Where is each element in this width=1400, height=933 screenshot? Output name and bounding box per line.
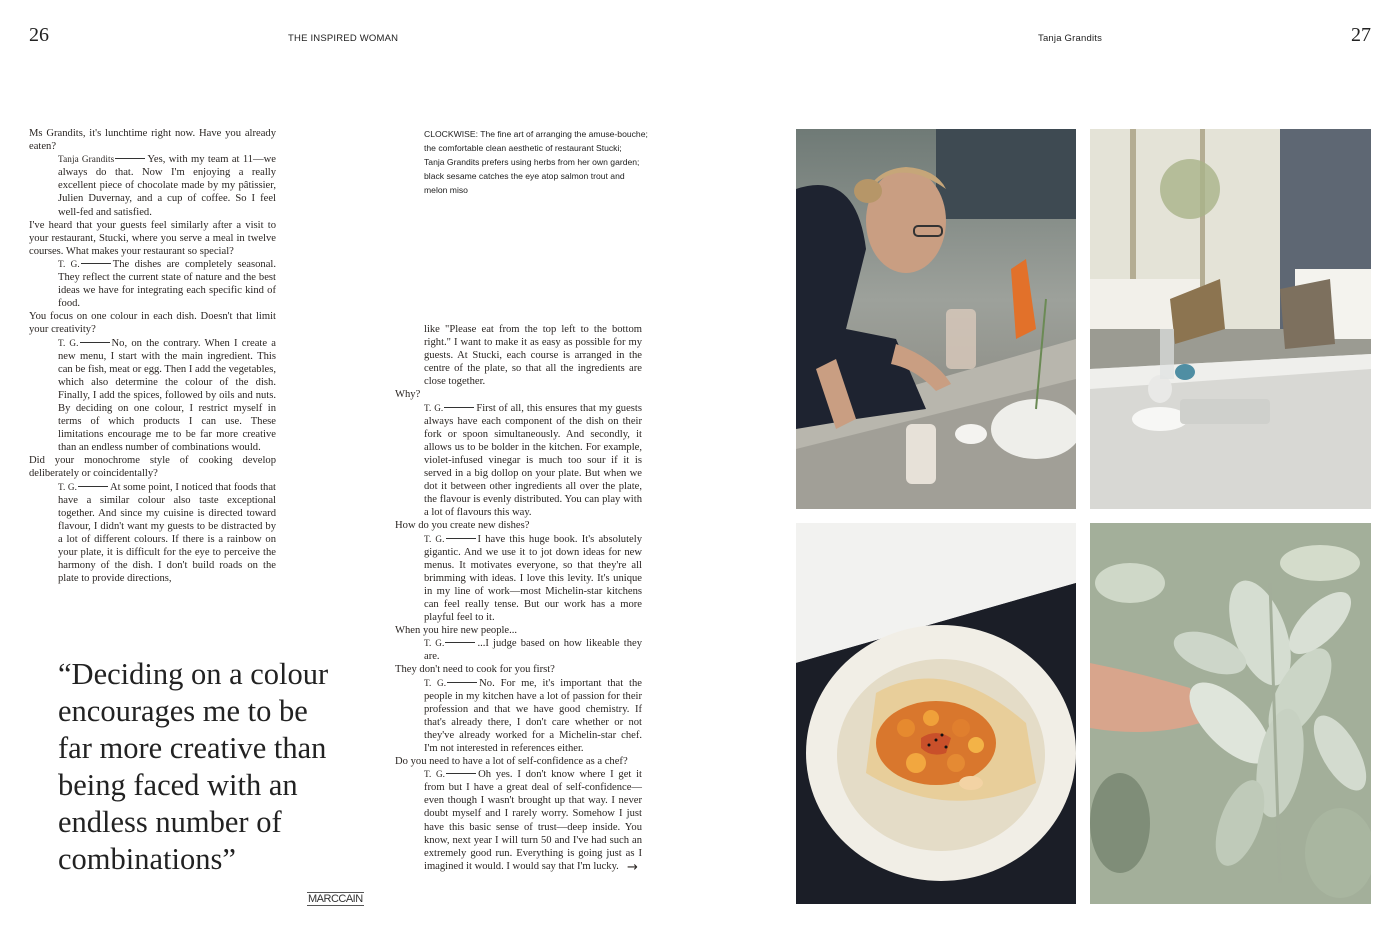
- caption-line: Tanja Grandits prefers using herbs from her own garden;: [424, 157, 640, 167]
- pull-quote-line: “Deciding on a colour: [58, 657, 329, 691]
- interview-column-1: [29, 127, 276, 585]
- pull-quote: [58, 656, 378, 878]
- answer-text: The dishes are completely seasonal. They reflect the current state of nature and the best ideas we have for integrating each specific kind of food.: [58, 258, 276, 310]
- caption-line: CLOCKWISE: The fine art of arranging the amuse-bouche;: [424, 129, 648, 139]
- answer-paragraph: [58, 481, 276, 586]
- speaker-label: T. G.: [58, 481, 77, 492]
- speaker-label: T. G.: [424, 638, 445, 649]
- running-head-left: THE INSPIRED WOMAN: [288, 33, 399, 44]
- answer-paragraph: [424, 533, 642, 625]
- answer-text: First of all, this ensures that my guests always have each component of the dish on their fork or spoon simultaneously. And secondly, it allows us to be bolder in the kitchen. For example, violet-infused vinegar is much too sour if it is served in a big dollop on your plate. But when we dot it between other ingredients all over the plate, the flavour is evenly distributed. You can play with a lot of flavours this way.: [424, 402, 642, 519]
- interview-column-2: [395, 323, 642, 873]
- pull-quote-line: encourages me to be: [58, 694, 308, 728]
- speaker-rule: [80, 342, 110, 343]
- page-number-right: 27: [1351, 24, 1371, 46]
- pull-quote-line: far more creative than: [58, 731, 327, 765]
- running-head-right: Tanja Grandits: [1038, 33, 1103, 44]
- question-paragraph: You focus on one colour in each dish. Doesn't that limit your creativity?: [29, 311, 276, 336]
- question-paragraph: Do you need to have a lot of self-confidence as a chef?: [395, 756, 628, 768]
- speaker-rule: [445, 642, 475, 643]
- answer-text: No, on the contrary. When I create a new menu, I start with the main ingredient. This can be fish, meat or egg. Then I add the vegetables, which also determine the colour of the dish. Finally, I add the spices, followed by oils and nuts. By deciding on one colour, I restrict myself in terms of which products I can use. These limitations encourage me to be far more creative than an endless number of combinations would.: [58, 337, 276, 454]
- answer-text: Oh yes. I don't know where I get it from but I have a great deal of self-confidence—even though I wasn't brought up that way. I never doubt myself and I rarely worry. Somehow I just have this basic sense of trust—deep inside. You know, next year I will turn 50 and I've had such an extremely good run. Everything is going just as I imagined it would. I would say that I'm lucky.: [424, 769, 642, 872]
- chef-plating-photo: [796, 129, 1076, 509]
- answer-text: Yes, with my team at 11—we always do that. Now I'm enjoying a really excellent piece of chocolate made by my pâtissier, Julien Duvernay, and a cup of coffee. So I feel well-fed and satisfied.: [58, 154, 277, 218]
- answer-paragraph: [58, 153, 276, 218]
- speaker-label: T. G.: [58, 337, 79, 348]
- pull-quote-line: endless number of: [58, 805, 282, 839]
- speaker-label: T. G.: [58, 258, 80, 269]
- answer-text: I have this huge book. It's absolutely gigantic. And we use it to jot down ideas for new menus. It motivates everyone, so that they're all brimming with ideas. I love this levity. It's unique in my line of work—most Michelin-star kitchens can feel really tense. But our work has a more playful feel to it.: [424, 533, 642, 624]
- pull-quote-line: combinations”: [58, 842, 236, 876]
- answer-paragraph: [424, 637, 642, 663]
- speaker-label: Tanja Grandits: [58, 154, 115, 165]
- question-paragraph: I've heard that your guests feel similarly after a visit to your restaurant, Stucki, where you serve a meal in twelve courses. What makes your restaurant so special?: [29, 219, 276, 257]
- speaker-rule: [447, 682, 477, 683]
- caption-line: melon miso: [424, 185, 468, 195]
- page-number-left: 26: [29, 24, 49, 46]
- answer-paragraph: [424, 677, 642, 756]
- question-paragraph: Did your monochrome style of cooking develop deliberately or coincidentally?: [29, 455, 276, 480]
- speaker-rule: [115, 158, 145, 159]
- speaker-label: T. G.: [424, 677, 447, 688]
- continued-paragraph: like "Please eat from the top left to the bottom right." I want to make it as easy as possible for my guests. At Stucki, each course is arranged in the centre of the plate, so that all the ingredients are close together.: [424, 324, 642, 388]
- answer-paragraph: [58, 337, 276, 455]
- dining-room-photo: [1090, 129, 1371, 509]
- salmon-dish-photo: [796, 523, 1076, 904]
- caption-line: the comfortable clean aesthetic of restaurant Stucki;: [424, 143, 622, 153]
- speaker-label: T. G.: [424, 769, 446, 780]
- question-paragraph: How do you create new dishes?: [395, 520, 530, 532]
- continue-arrow: →: [627, 860, 638, 875]
- question-paragraph: When you hire new people...: [395, 625, 518, 637]
- speaker-rule: [446, 773, 476, 774]
- speaker-rule: [444, 407, 474, 408]
- answer-paragraph: [424, 768, 642, 873]
- question-paragraph: They don't need to cook for you first?: [395, 664, 555, 676]
- photo-caption: [424, 127, 654, 197]
- answer-paragraph: [58, 258, 276, 310]
- pull-quote-line: being faced with an: [58, 768, 298, 802]
- caption-line: black sesame catches the eye atop salmon trout and: [424, 171, 625, 181]
- speaker-rule: [78, 486, 108, 487]
- marccain-logo: MARCCAIN: [308, 893, 363, 905]
- speaker-rule: [446, 538, 476, 539]
- answer-text: ...I judge based on how likeable they are.: [424, 638, 642, 663]
- question-paragraph: Ms Grandits, it's lunchtime right now. Have you already eaten?: [29, 128, 276, 153]
- sage-herb-photo: [1090, 523, 1371, 904]
- answer-text: No. For me, it's important that the people in my kitchen have a lot of passion for their profession and that we have good chemistry. If that's already there, I don't care whether or not they've already worked for a Michelin-star chef. I'm not interested in references either.: [424, 677, 642, 754]
- answer-text: At some point, I noticed that foods that have a similar colour also taste exceptional together. And since my cuisine is directed toward flavour, I didn't want my guests to be distracted by a lot of different colours. If there is a rainbow on your plate, it is difficult for the eye to perceive the harmony of the dish. I don't build roads on the plate to provide directions,: [58, 481, 276, 585]
- speaker-label: T. G.: [424, 533, 445, 544]
- question-paragraph: Why?: [395, 389, 421, 401]
- speaker-label: T. G.: [424, 402, 444, 413]
- speaker-rule: [81, 263, 111, 264]
- answer-paragraph: [424, 402, 642, 520]
